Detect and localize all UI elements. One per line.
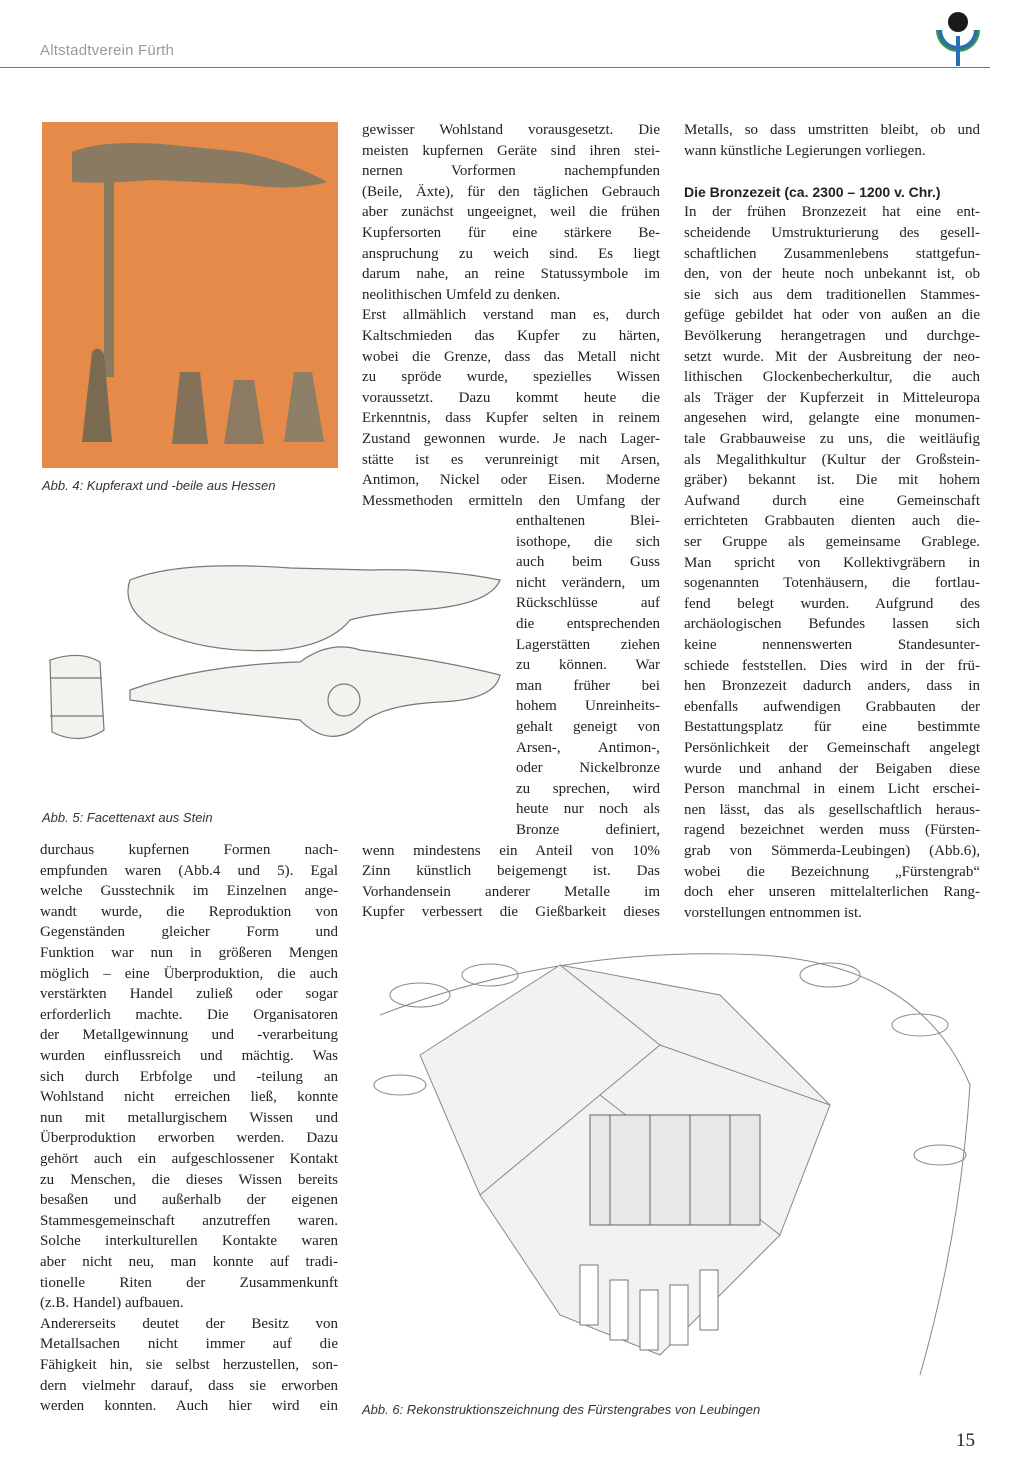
text-line: meisten kupfernen Geräte sind ihren stei- [362,142,660,159]
text-line: besaßen und außerhalb der eigenen [40,1192,338,1209]
text-line: Funktion war nun in größeren Mengen [40,945,338,961]
text-line: Persönlichkeit der Gemeinschaft angelegt [684,740,980,756]
text-line: ragend bezeichnet werden muss (Fürsten- [684,822,980,839]
text-line: auch beim Guss [516,554,660,571]
text-line: stätte ist es verunreinigt mit Arsen, [362,451,660,468]
text-line: ser Gruppe als gemeinsame Grablege. [684,534,980,550]
text-line: nun mit metallurgischem Wissen und [40,1109,338,1126]
text-line: nen lässt, das als gesellschaftlich heraus- [684,801,980,818]
figure-copper-axe-photo [42,122,338,468]
text-line: heute nur noch als [516,801,660,818]
text-line: scheidende Umstrukturierung des gesell- [684,225,980,241]
text-line: enthaltenen Blei- [516,513,660,529]
text-line: ebenfalls aufwendigen Grabbauten der [684,698,980,715]
text-line: setzt wurde. Mit der Ausbreitung der neo- [684,348,980,365]
text-line: Man spricht von Kollektivgräbern in [684,554,980,571]
text-line: gewisser Wohlstand vorausgesetzt. Die [362,122,660,138]
text-line: Vorhandensein anderer Metalle im [362,883,660,900]
text-line: möglich – eine Überproduktion, die auch [40,965,338,982]
text-line: Bevölkerung herangetragen und durchge- [684,328,980,344]
text-line: man früher bei [516,677,660,694]
figure-6-caption: Abb. 6: Rekonstruktionszeichnung des Fürstengrabes von Leubingen [362,1402,761,1417]
text-line: sich durch Erbfolge und -teilung an [40,1068,338,1085]
text-line: errichteten Grabbauten dienten auch die- [684,513,980,530]
text-line: Andererseits deutet der Besitz von [40,1315,338,1332]
text-line: zu spröde wurde, spezielles Wissen [362,369,660,386]
text-line: Stammesgemeinschaft anzutreffen waren. [40,1212,338,1229]
text-line: als Träger der Kupferzeit in Mitteleuropa [684,389,980,406]
text-line: Bestattungsplatz für eine bestimmte [684,719,980,736]
text-line: Kupfer verbessert die Gießbarkeit dieses [362,904,660,921]
text-line: anspruchung zu weich sind. Es liegt [362,245,660,262]
text-line: zu können. War [516,657,660,674]
text-line: gehört auch ein aufgeschlossener Kontakt [40,1151,338,1167]
figure-grave-reconstruction-drawing [360,935,985,1400]
text-line: Person manchmal in einem Licht erschei- [684,781,980,798]
text-line: als Megalithkultur (Kultur der Großstein- [684,451,980,468]
text-line: der Metallgewinnung und -verarbeitung [40,1027,338,1044]
text-line: lithischen Glockenbecherkultur, die auch [684,369,980,386]
text-line: die entsprechenden [516,616,660,632]
text-line: Aufwand durch eine Gemeinschaft [684,492,980,509]
running-header: Altstadtverein Fürth [40,42,175,59]
text-line: (Beile, Äxte), für den täglichen Gebrauch [362,183,660,200]
text-line: neolithischen Umfeld zu denken. [362,286,561,303]
text-line: sie sich aus dem traditionellen Stammes- [684,286,980,303]
text-line: erforderlich machte. Die Organisatoren [40,1006,338,1023]
text-line: archäologischen Befundes lassen sich [684,616,980,633]
text-line: Lagerstätten ziehen [516,636,660,653]
text-line: nernen Vorformen nachempfunden [362,163,660,180]
text-line: voraussetzt. Dazu kommt heute die [362,389,660,406]
text-line: wurde und anhand der Beigaben diese [684,760,980,777]
text-line: empfunden waren (Abb.4 und 5). Egal [40,862,338,879]
text-line: gehalt geneigt von [516,719,660,735]
text-line: wenn mindestens ein Anteil von 10% [362,842,660,859]
text-line: fend belegt wurden. Aufgrund des [684,595,980,612]
text-line: hen Bronzezeit dadurch anders, dass in [684,678,980,695]
text-line: grab von Sömmerda-Leubingen) (Abb.6), [684,843,980,859]
text-line: Erst allmählich verstand man es, durch [362,307,660,324]
text-line: welche Gusstechnik im Einzelnen ange- [40,883,338,900]
text-line: Kupfersorten für eine stärkere Be- [362,225,660,241]
text-line: wurden einflussreich und mächtig. Was [40,1048,338,1064]
text-line: wann künstliche Legierungen vorliegen. [684,142,926,159]
text-line: Antimon, Nickel oder Eisen. Moderne [362,472,660,489]
text-line: darum nahe, an reine Statussymbole im [362,266,660,283]
figure-stone-axe-drawing [40,550,510,800]
text-line: Solche interkulturellen Kontakte waren [40,1233,338,1250]
text-line: nicht verändern, um [516,574,660,591]
text-line: Überproduktion erworben werden. Dazu [40,1130,338,1147]
text-line: Rückschlüsse auf [516,595,660,612]
text-line: vorstellungen entnommen ist. [684,904,862,921]
text-line: Kaltschmieden das Kupfer zu härten, [362,328,660,344]
text-line: dern vielmehr darauf, dass sie erworben [40,1377,338,1394]
text-line: tionelle Riten der Zusammenkunft [40,1274,338,1291]
text-line: schiede feststellen. Dies wird in der frü- [684,657,980,674]
text-line: Zinn künstlich beigemengt ist. Das [362,863,660,880]
text-line: keine nennenswerten Standesunter- [684,637,980,653]
text-line: (z.B. Handel) aufbauen. [40,1295,184,1312]
text-line: Arsen-, Antimon-, [516,739,660,756]
text-line: wobei die Grenze, dass das Metall nicht [362,348,660,365]
text-line: sogenannten Totenhäusern, die fortlau- [684,575,980,592]
text-line: den, von der heute noch unbekannt ist, ob [684,266,980,283]
text-line: Metallsachen nicht immer auf die [40,1336,338,1353]
text-line: Gegenständen gleicher Form und [40,924,338,941]
figure-4-caption: Abb. 4: Kupferaxt und -beile aus Hessen [42,478,276,493]
text-line: zu sprechen, wird [516,780,660,797]
text-line: gräber) bekannt ist. Die mit hohem [684,472,980,489]
text-line: oder Nickelbronze [516,760,660,777]
text-line: schaftlichen Zusammenlebens stattgefun- [684,245,980,262]
text-line: hohem Unreinheits- [516,698,660,715]
section-heading: Die Bronzezeit (ca. 2300 – 1200 v. Chr.) [684,183,941,200]
text-line: tale Grabbauweise zu uns, die weitläufig [684,431,980,447]
text-line: Wohlstand nicht erreichen ließ, konnte [40,1089,338,1106]
text-line: verstärkten Handel zuließ oder sogar [40,986,338,1003]
text-line: Zustand gewonnen wurde. Je nach Lager- [362,431,660,447]
text-line: Messmethoden ermitteln den Umfang der [362,492,660,509]
text-line: Fähigkeit hin, sie selbst herzustellen, son- [40,1357,338,1373]
text-line: werden konnten. Auch hier wird ein [40,1398,338,1415]
text-line: angesehen wird, gelangte eine monumen- [684,410,980,427]
text-line: durchaus kupfernen Formen nach- [40,842,338,858]
text-line: aber zunächst ungeeignet, weil die frühen [362,204,660,221]
text-line: wobei die Bezeichnung „Fürstengrab“ [684,863,980,880]
text-line: Bronze definiert, [516,822,660,838]
figure-5-caption: Abb. 5: Facettenaxt aus Stein [42,810,213,825]
page-number: 15 [956,1430,975,1451]
text-line: gefüge gebildet hat oder von außen an die [684,307,980,324]
text-line: Metalls, so dass umstritten bleibt, ob und [684,122,980,138]
text-line: doch eher unseren mittelalterlichen Rang- [684,884,980,901]
text-line: isothope, die sich [516,533,660,550]
header-divider [0,67,990,68]
text-line: Erkenntnis, dass Kupfer selten in reinem [362,410,660,427]
text-line: wandt wurde, die Reproduktion von [40,903,338,920]
text-line: zu Menschen, die dieses Wissen bereits [40,1171,338,1188]
altstadtverein-logo-icon [930,6,986,68]
text-line: In der frühen Bronzezeit hat eine ent- [684,204,980,221]
text-line: aber nicht neu, man konnte auf tradi- [40,1254,338,1270]
